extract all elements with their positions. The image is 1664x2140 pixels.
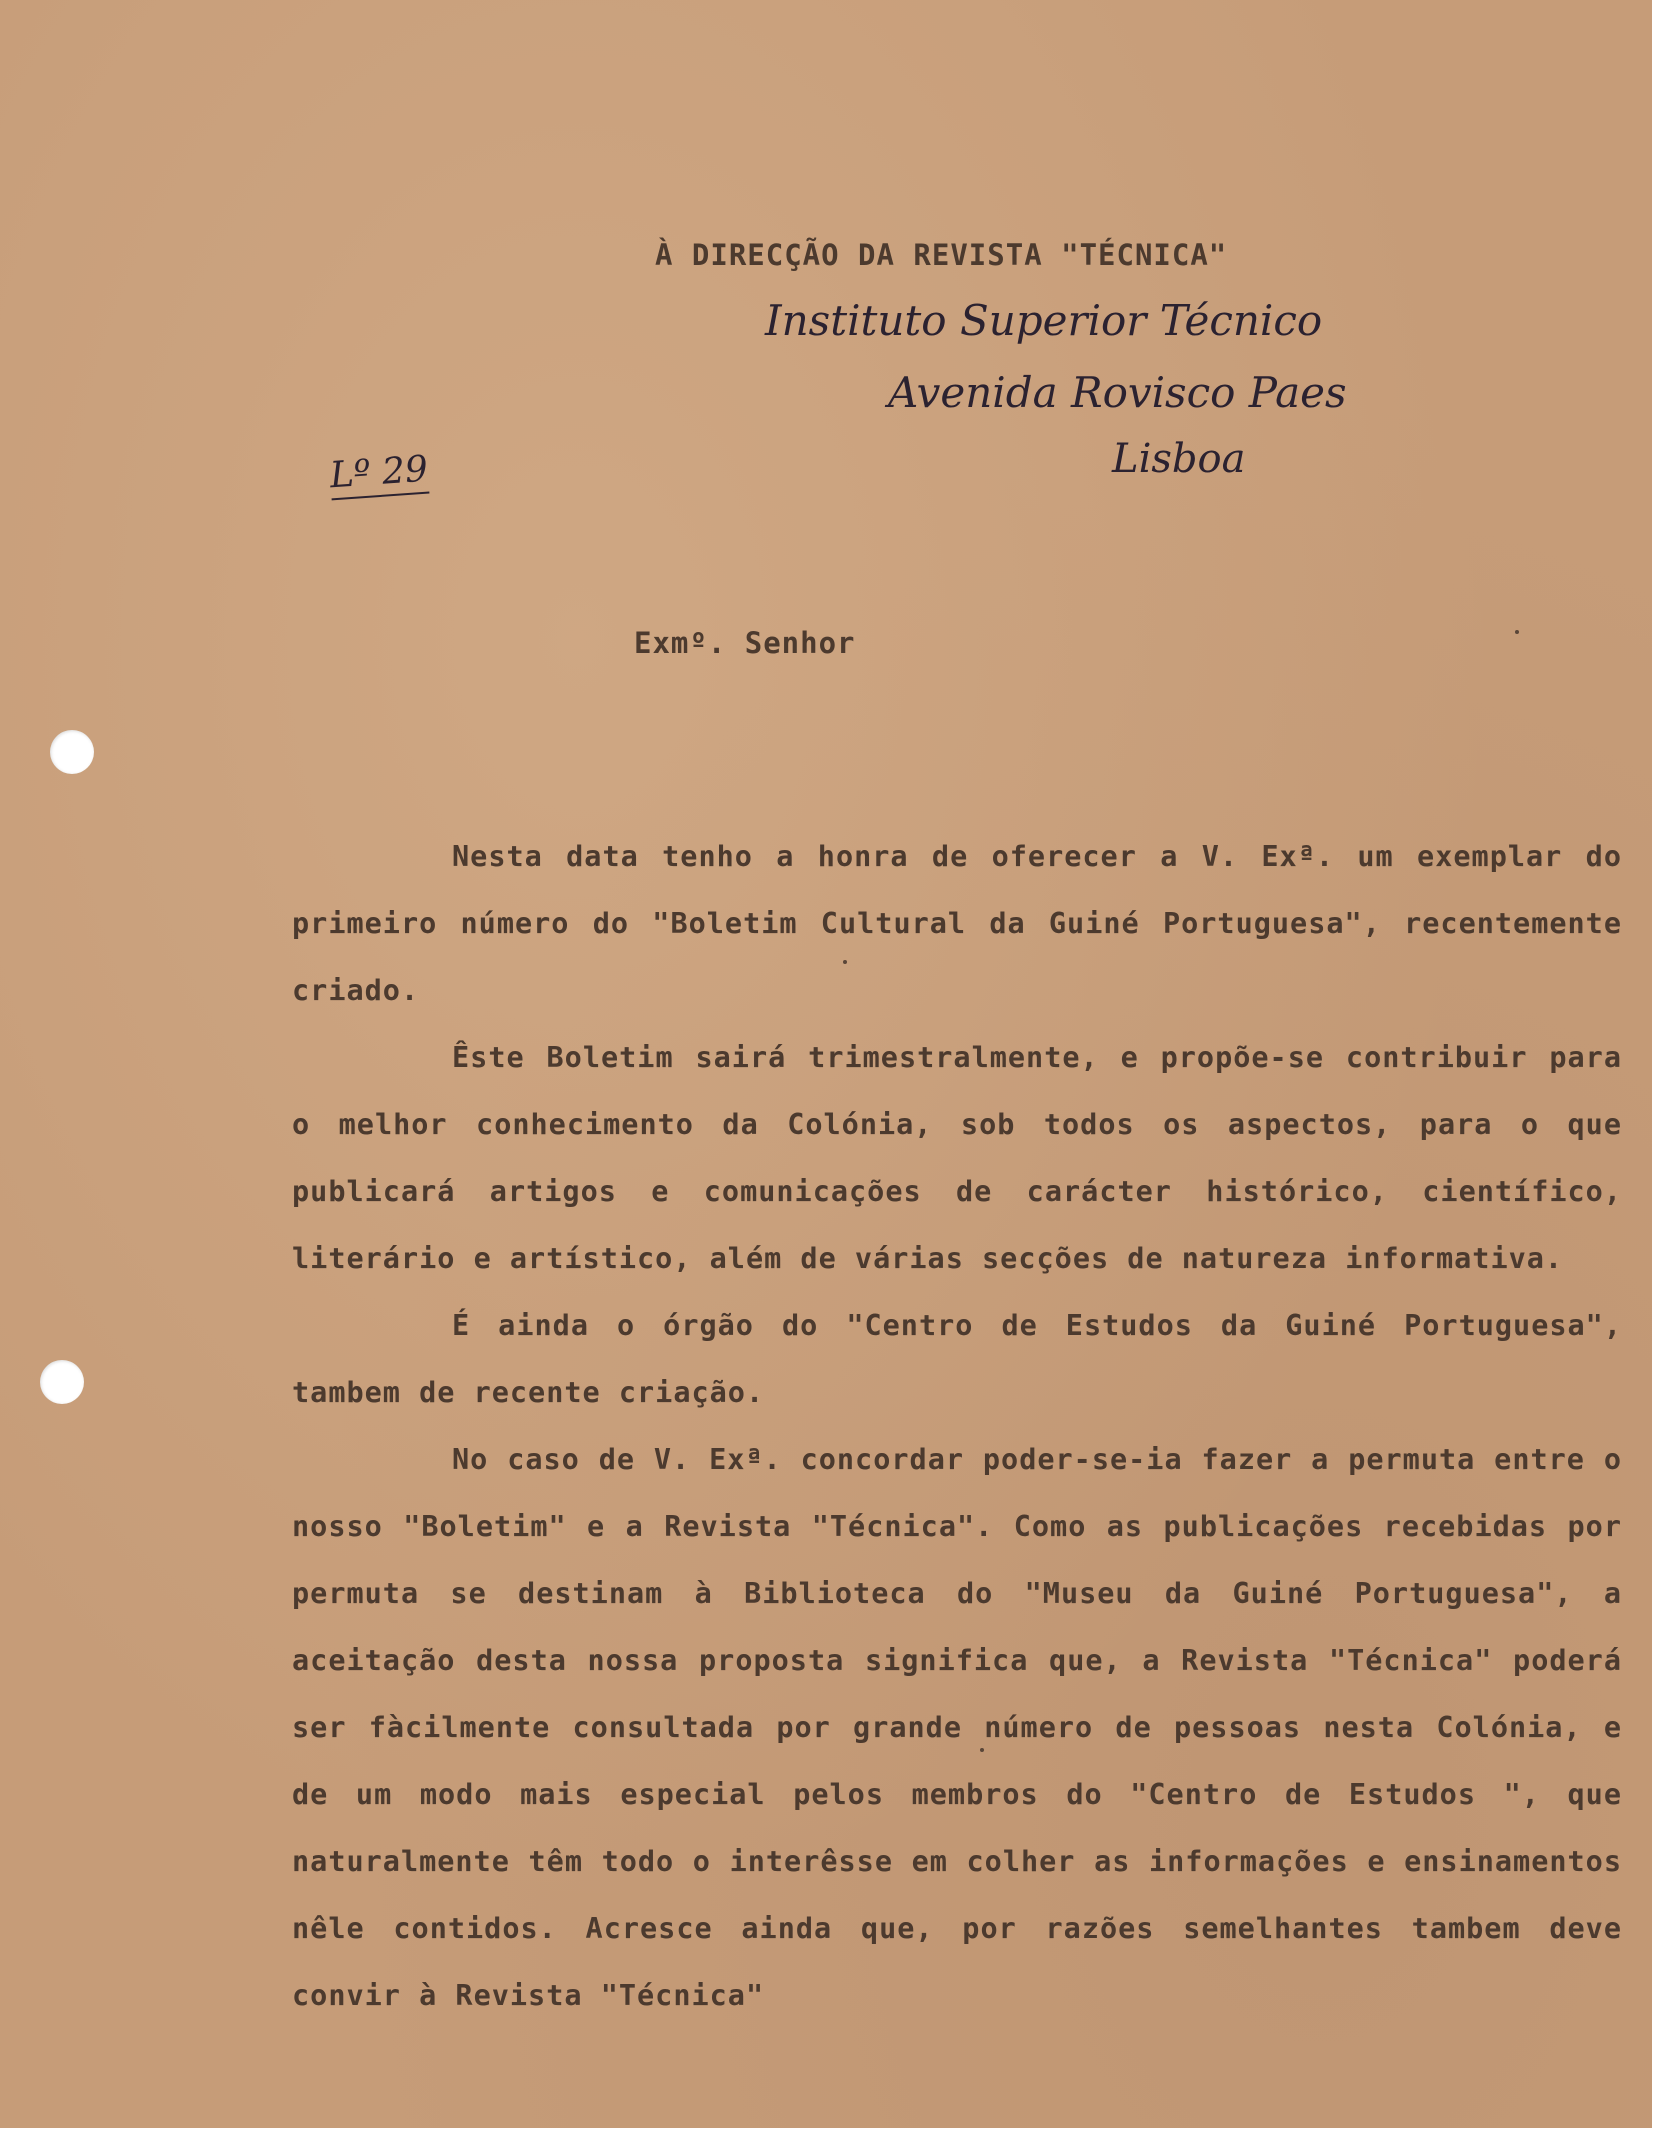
handwritten-address-line: Lisboa [1112,436,1246,482]
handwritten-address-line: Avenida Rovisco Paes [888,368,1347,417]
paper-speck [1515,630,1519,634]
body-paragraph: Nesta data tenho a honra de oferecer a V. Exª. um exemplar do primeiro número do "Boletim Cultural da Guiné Portuguesa", recentemente criado. [292,840,1622,1007]
handwritten-address-line: Instituto Superior Técnico [765,296,1323,345]
body-paragraph: É ainda o órgão do "Centro de Estudos da Guiné Portuguesa", tambem de recente criação. [292,1309,1622,1409]
body-paragraph: No caso de V. Exª. concordar poder-se-ia fazer a permuta entre o nosso "Boletim" e a Revista "Técnica". Como as publicações recebidas por permuta se destinam à Biblioteca do "Museu da Guiné Portuguesa", a aceitação desta nossa proposta significa que, a Revista "Técnica" poderá ser fàcilmente consultada por grande número de pessoas nesta Colónia, e de um modo mais especial pelos membros do "Centro de Estudos ", que naturalmente têm todo o interêsse em colher as informações e ensinamentos nêle contidos. Acresce ainda que, por razões semelhantes tambem deve convir à Revista "Técnica" [292,1443,1622,2012]
punch-hole-lower [40,1360,84,1404]
handwritten-reference-note: Lº 29 [329,449,430,501]
salutation: Exmº. Senhor [634,626,856,660]
letter-heading: À DIRECÇÃO DA REVISTA "TÉCNICA" [655,238,1228,272]
letter-body [292,823,1622,2029]
punch-hole-upper [50,730,94,774]
body-paragraph: Êste Boletim sairá trimestralmente, e propõe-se contribuir para o melhor conhecimento da Colónia, sob todos os aspectos, para o que publicará artigos e comunicações de carácter histórico, científico, literário e artístico, além de várias secções de natureza informativa. [292,1041,1622,1275]
